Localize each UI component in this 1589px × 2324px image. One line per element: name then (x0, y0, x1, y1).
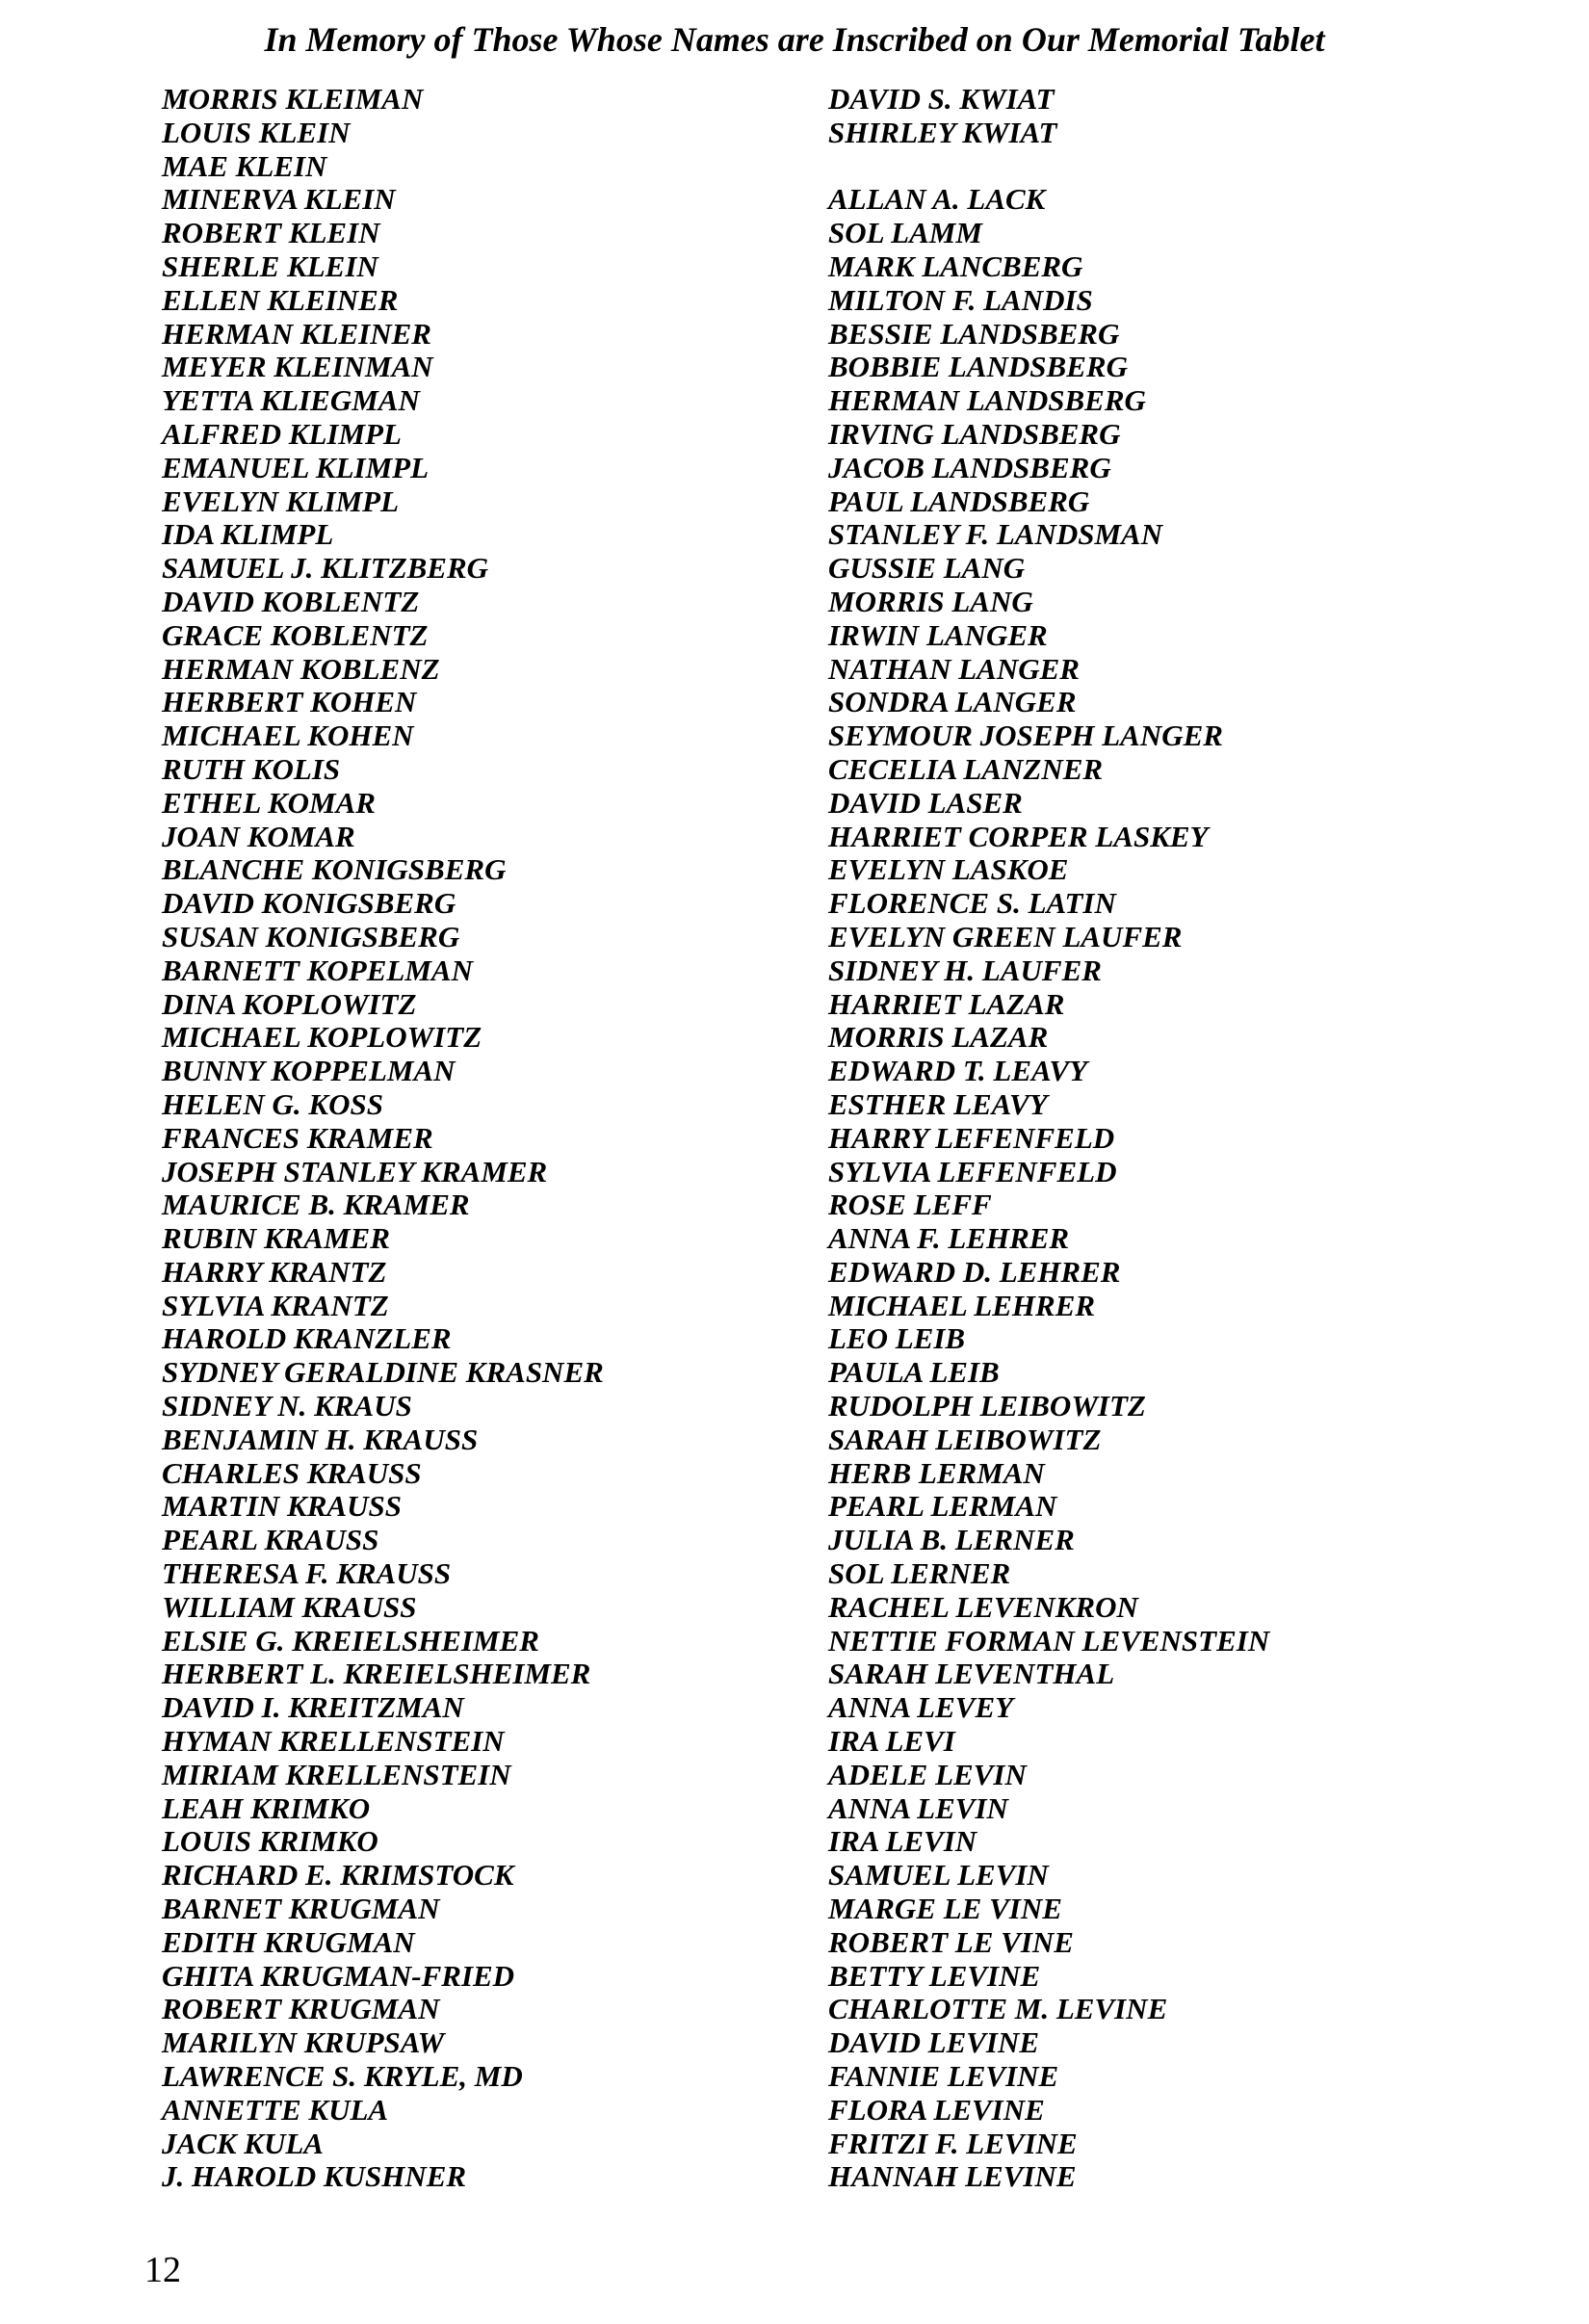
memorial-name: HAROLD KRANZLER (162, 1321, 452, 1356)
memorial-name: EDWARD D. LEHRER (828, 1254, 1121, 1289)
memorial-name: MARILYN KRUPSAW (162, 2025, 445, 2060)
memorial-name: BETTY LEVINE (828, 1958, 1041, 1993)
memorial-name: STANLEY F. LANDSMAN (828, 517, 1163, 552)
memorial-name: SONDRA LANGER (828, 685, 1077, 719)
memorial-name: MILTON F. LANDIS (828, 282, 1093, 317)
memorial-name: BARNETT KOPELMAN (162, 953, 473, 987)
memorial-name: BUNNY KOPPELMAN (162, 1054, 456, 1088)
memorial-name: EVELYN LASKOE (828, 852, 1069, 887)
memorial-name: YETTA KLIEGMAN (162, 383, 420, 418)
names-column-left (162, 83, 604, 2194)
memorial-name: THERESA F. KRAUSS (162, 1556, 452, 1591)
memorial-name: MAURICE B. KRAMER (162, 1188, 470, 1222)
memorial-name: JOAN KOMAR (162, 819, 355, 853)
memorial-name: DAVID I. KREITZMAN (162, 1690, 464, 1725)
memorial-name: RUDOLPH LEIBOWITZ (828, 1389, 1146, 1423)
memorial-name: SYLVIA LEFENFELD (828, 1154, 1117, 1188)
memorial-name: CHARLES KRAUSS (162, 1455, 422, 1490)
memorial-name: FRITZI F. LEVINE (828, 2126, 1078, 2160)
memorial-name: LAWRENCE S. KRYLE, MD (162, 2059, 523, 2094)
memorial-name: SARAH LEVENTHAL (828, 1657, 1115, 1691)
memorial-name: ANNETTE KULA (162, 2092, 389, 2127)
memorial-name: ROBERT KLEIN (162, 216, 380, 250)
memorial-name: HANNAH LEVINE (828, 2159, 1077, 2194)
memorial-name: EDITH KRUGMAN (162, 1924, 415, 1959)
memorial-name: MARTIN KRAUSS (162, 1489, 402, 1524)
memorial-name: HERMAN KOBLENZ (162, 651, 440, 686)
memorial-name: HERB LERMAN (828, 1455, 1045, 1490)
memorial-name: DAVID LASER (828, 785, 1023, 820)
memorial-name: EMANUEL KLIMPL (162, 450, 430, 484)
memorial-name: MICHAEL KOPLOWITZ (162, 1020, 482, 1055)
memorial-name: MICHAEL LEHRER (828, 1288, 1096, 1322)
memorial-name: IDA KLIMPL (162, 517, 334, 552)
memorial-name: EDWARD T. LEAVY (828, 1054, 1088, 1088)
memorial-name: ROSE LEFF (828, 1188, 992, 1222)
memorial-name: EVELYN KLIMPL (162, 483, 400, 518)
memorial-name: MORRIS LANG (828, 584, 1033, 618)
memorial-name: RICHARD E. KRIMSTOCK (162, 1858, 514, 1893)
memorial-name: ADELE LEVIN (828, 1757, 1027, 1791)
memorial-name: MARGE LE VINE (828, 1892, 1062, 1926)
names-column-right (828, 83, 1269, 2194)
memorial-name: ROBERT LE VINE (828, 1924, 1074, 1959)
memorial-name: MIRIAM KRELLENSTEIN (162, 1757, 511, 1791)
memorial-name: MINERVA KLEIN (162, 182, 396, 217)
memorial-name: ELSIE G. KREIELSHEIMER (162, 1623, 539, 1658)
memorial-name: GHITA KRUGMAN-FRIED (162, 1958, 515, 1993)
memorial-name: BLANCHE KONIGSBERG (162, 852, 507, 887)
memorial-name: BESSIE LANDSBERG (828, 316, 1120, 351)
memorial-name: SIDNEY H. LAUFER (828, 953, 1102, 987)
memorial-name: SOL LAMM (828, 216, 982, 250)
memorial-name: HYMAN KRELLENSTEIN (162, 1724, 505, 1759)
memorial-name: JULIA B. LERNER (828, 1523, 1075, 1557)
memorial-name: FRANCES KRAMER (162, 1120, 433, 1155)
memorial-name: GUSSIE LANG (828, 551, 1026, 586)
memorial-name: LOUIS KLEIN (162, 115, 351, 149)
memorial-name: IRA LEVIN (828, 1824, 977, 1859)
memorial-name: DAVID KOBLENTZ (162, 584, 420, 618)
memorial-name: PEARL LERMAN (828, 1489, 1057, 1524)
memorial-name: BARNET KRUGMAN (162, 1892, 440, 1926)
memorial-name: SOL LERNER (828, 1556, 1011, 1591)
memorial-name: HARRIET LAZAR (828, 986, 1065, 1021)
memorial-name: DINA KOPLOWITZ (162, 986, 417, 1021)
memorial-name: BOBBIE LANDSBERG (828, 350, 1128, 384)
memorial-name: DAVID S. KWIAT (828, 82, 1055, 116)
memorial-name: RUBIN KRAMER (162, 1221, 390, 1256)
memorial-name: HARRIET CORPER LASKEY (828, 819, 1209, 853)
memorial-name: SYDNEY GERALDINE KRASNER (162, 1355, 604, 1390)
memorial-name: MORRIS KLEIMAN (162, 82, 424, 116)
memorial-name: SHIRLEY KWIAT (828, 115, 1057, 149)
memorial-name: WILLIAM KRAUSS (162, 1589, 417, 1624)
memorial-name: BENJAMIN H. KRAUSS (162, 1422, 479, 1456)
memorial-name: DAVID LEVINE (828, 2025, 1040, 2060)
memorial-name: RUTH KOLIS (162, 751, 341, 786)
memorial-name: NETTIE FORMAN LEVENSTEIN (828, 1623, 1270, 1658)
memorial-name: LOUIS KRIMKO (162, 1824, 378, 1859)
memorial-name: LEAH KRIMKO (162, 1790, 371, 1825)
memorial-name: JACOB LANDSBERG (828, 450, 1111, 484)
memorial-name: CHARLOTTE M. LEVINE (828, 1992, 1168, 2026)
memorial-name: SYLVIA KRANTZ (162, 1288, 389, 1322)
memorial-name: IRVING LANDSBERG (828, 416, 1121, 451)
memorial-name: SAMUEL LEVIN (828, 1858, 1049, 1893)
memorial-name: SUSAN KONIGSBERG (162, 919, 460, 953)
memorial-name: HELEN G. KOSS (162, 1086, 383, 1121)
memorial-name: MEYER KLEINMAN (162, 350, 433, 384)
memorial-name: ETHEL KOMAR (162, 785, 376, 820)
memorial-name: ANNA LEVIN (828, 1790, 1008, 1825)
memorial-name: JACK KULA (162, 2126, 324, 2160)
memorial-name: HERBERT L. KREIELSHEIMER (162, 1657, 591, 1691)
memorial-name: MARK LANCBERG (828, 248, 1083, 283)
memorial-name: EVELYN GREEN LAUFER (828, 919, 1183, 953)
memorial-name: CECELIA LANZNER (828, 751, 1104, 786)
memorial-name: MAE KLEIN (162, 148, 327, 183)
page-number: 12 (144, 2250, 181, 2290)
memorial-name: FLORENCE S. LATIN (828, 886, 1116, 921)
page-title: In Memory of Those Whose Names are Inscribed on Our Memorial Tablet (264, 20, 1325, 59)
memorial-name: HARRY LEFENFELD (828, 1120, 1115, 1155)
memorial-name: HARRY KRANTZ (162, 1254, 387, 1289)
memorial-name: SHERLE KLEIN (162, 248, 378, 283)
memorial-name: JOSEPH STANLEY KRAMER (162, 1154, 548, 1188)
memorial-name: ESTHER LEAVY (828, 1086, 1048, 1121)
memorial-name: ANNA LEVEY (828, 1690, 1014, 1725)
memorial-name: ALFRED KLIMPL (162, 416, 402, 451)
memorial-name: PEARL KRAUSS (162, 1523, 379, 1557)
memorial-name: SAMUEL J. KLITZBERG (162, 551, 489, 586)
memorial-name: SARAH LEIBOWITZ (828, 1422, 1102, 1456)
memorial-name: J. HAROLD KUSHNER (162, 2159, 467, 2194)
memorial-name (828, 150, 1269, 184)
memorial-name: PAUL LANDSBERG (828, 483, 1090, 518)
memorial-name: FLORA LEVINE (828, 2092, 1045, 2127)
memorial-name: NATHAN LANGER (828, 651, 1080, 686)
memorial-name: DAVID KONIGSBERG (162, 886, 456, 921)
memorial-name: FANNIE LEVINE (828, 2059, 1059, 2094)
memorial-name: HERMAN KLEINER (162, 316, 431, 351)
memorial-name: HERMAN LANDSBERG (828, 383, 1146, 418)
memorial-name: IRA LEVI (828, 1724, 955, 1759)
memorial-name: LEO LEIB (828, 1321, 966, 1356)
memorial-name: ANNA F. LEHRER (828, 1221, 1070, 1256)
memorial-name: MICHAEL KOHEN (162, 718, 414, 753)
memorial-name: SEYMOUR JOSEPH LANGER (828, 718, 1223, 753)
memorial-name: ROBERT KRUGMAN (162, 1992, 440, 2026)
memorial-name: MORRIS LAZAR (828, 1020, 1049, 1055)
memorial-name: PAULA LEIB (828, 1355, 1000, 1390)
memorial-name: HERBERT KOHEN (162, 685, 417, 719)
memorial-name: GRACE KOBLENTZ (162, 617, 429, 652)
memorial-name: ALLAN A. LACK (828, 182, 1046, 217)
memorial-name: SIDNEY N. KRAUS (162, 1389, 412, 1423)
memorial-name: RACHEL LEVENKRON (828, 1589, 1138, 1624)
memorial-name: IRWIN LANGER (828, 617, 1048, 652)
memorial-name: ELLEN KLEINER (162, 282, 399, 317)
